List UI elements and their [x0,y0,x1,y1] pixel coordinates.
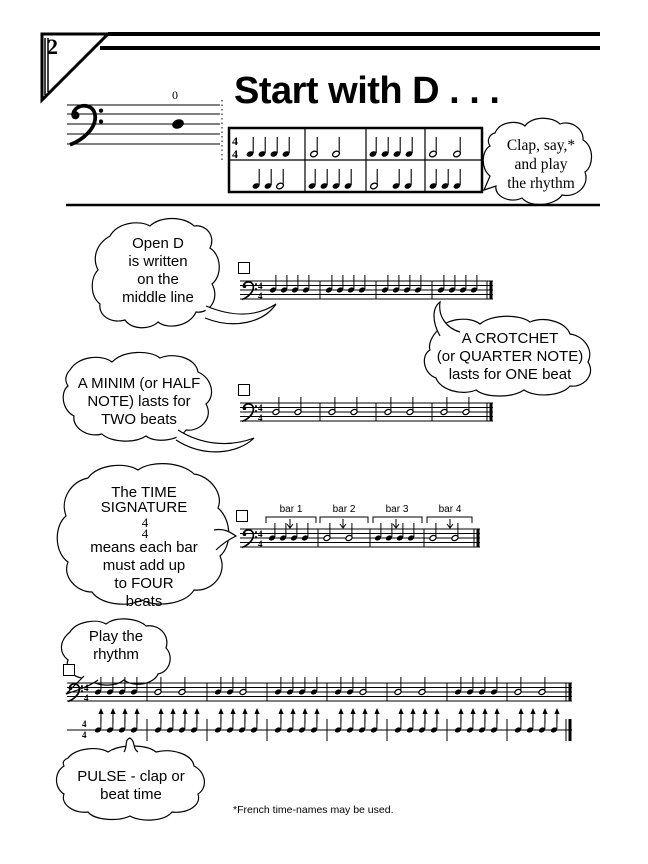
pulse-arrow-icon [494,708,499,723]
exercise-4-checkbox[interactable] [63,664,75,676]
pulse-arrow-icon [98,708,103,723]
bar-label-2: bar 2 [332,504,356,515]
frac-top: 4 [141,515,149,530]
pulse-arrow-icon [122,708,127,723]
pulse-arrow-icon [182,708,187,723]
exercise-1-staff [240,275,493,301]
pulse-arrow-icon [254,708,259,723]
pulse-arrow-icon [482,708,487,723]
bubble-line: and play [514,156,568,173]
exercise-1-checkbox[interactable] [238,262,250,274]
pulse-arrow-icon [458,708,463,723]
pulse-line [67,708,572,741]
pulse-arrow-icon [434,708,439,723]
pulse-arrow-icon [374,708,379,723]
bubble-line: the rhythm [507,175,575,192]
header-time-signature [230,133,244,163]
play-bubble-text [66,628,166,664]
pulse-arrow-icon [470,708,475,723]
pulse-bubble-text [62,768,200,804]
bubble-line: is written [128,253,188,270]
bar-label-3: bar 3 [385,504,409,515]
svg-text:4: 4 [258,413,263,423]
exercise-3-staff [240,517,480,549]
svg-text:4: 4 [258,403,263,413]
crotchet-bubble-text [428,330,592,384]
bubble-line: Play the [88,628,144,645]
bubble-line: Clap, say,* [506,137,576,154]
bubble-line: Open D [132,235,184,252]
pulse-arrow-icon [518,708,523,723]
pulse-arrow-icon [302,708,307,723]
svg-text:4: 4 [82,719,87,729]
exercise-2-staff [240,397,493,423]
pulse-arrow-icon [134,708,139,723]
time-signature-fraction [72,517,218,539]
pulse-arrow-icon [314,708,319,723]
pulse-arrow-icon [170,708,175,723]
pulse-arrow-icon [398,708,403,723]
pulse-arrow-icon [218,708,223,723]
svg-text:4: 4 [258,291,263,301]
open-d-bubble-text [100,235,216,307]
bubble-line: (or QUARTER NOTE) [436,348,584,365]
bubble-line: rhythm [93,646,139,663]
bubble-line: lasts for ONE beat [448,366,572,383]
bubble-line [70,499,218,539]
svg-text:4: 4 [258,529,263,539]
signature-word: SIGNATURE [100,499,188,516]
pulse-arrow-icon [362,708,367,723]
time-sig-bottom: 4 [232,147,238,161]
bar-label-4: bar 4 [438,504,462,515]
bubble-line: on the [137,271,179,288]
svg-text:4: 4 [258,281,263,291]
open-string-label: 0 [172,88,178,102]
pulse-arrow-icon [158,708,163,723]
pulse-arrow-icon [350,708,355,723]
bubble-line: middle line [122,289,194,306]
bubble-line: A CROTCHET [461,330,559,347]
open-d-staff [67,95,220,154]
pulse-arrow-icon [338,708,343,723]
pulse-arrow-icon [242,708,247,723]
svg-text:4: 4 [84,693,89,703]
pulse-arrow-icon [410,708,415,723]
bubble-line: PULSE - clap or [77,768,185,785]
footnote: *French time-names may be used. [233,804,394,816]
bubble-line: must add up [102,557,186,574]
bubble-line: means each bar [90,539,198,556]
time-sig-top: 4 [232,134,238,148]
page-number: 2 [47,34,58,59]
svg-text:4: 4 [258,539,263,549]
pulse-arrow-icon [230,708,235,723]
pulse-arrow-icon [194,708,199,723]
bubble-line: The TIME [111,484,177,501]
bubble-line: to FOUR [114,575,174,592]
pulse-arrow-icon [110,708,115,723]
exercise-3-checkbox[interactable] [236,510,248,522]
bubble-line: TWO beats [101,411,177,428]
bubble-line: beats [125,593,163,610]
header-bubble-text [494,136,588,193]
pulse-arrow-icon [554,708,559,723]
bar-label-1: bar 1 [279,504,303,515]
svg-text:4: 4 [82,730,87,740]
exercise-2-checkbox[interactable] [238,384,250,396]
bubble-line: A MINIM (or HALF [77,375,201,392]
minim-bubble-text [66,375,212,429]
page-title: Start with D . . . [234,70,500,112]
frac-bottom: 4 [141,526,149,541]
bubble-line: NOTE) lasts for [87,393,191,410]
pulse-arrow-icon [422,708,427,723]
bubble-line: beat time [100,786,162,803]
pulse-arrow-icon [278,708,283,723]
pulse-arrow-icon [542,708,547,723]
time-signature-bubble-text [70,484,218,611]
pulse-arrow-icon [530,708,535,723]
pulse-arrow-icon [290,708,295,723]
header-rhythm-table [229,128,482,192]
svg-text:4: 4 [84,683,89,693]
